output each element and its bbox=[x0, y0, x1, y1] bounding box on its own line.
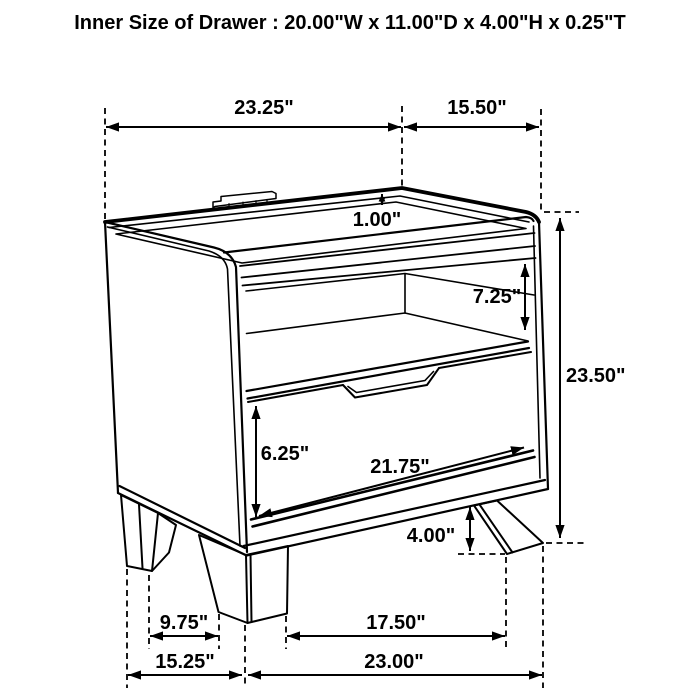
dim-label-top-width: 23.25" bbox=[234, 97, 294, 119]
dim-label-base-depth: 15.25" bbox=[155, 651, 215, 673]
back-left-leg bbox=[121, 495, 176, 571]
right-edge bbox=[534, 222, 549, 489]
nightstand-drawing bbox=[105, 188, 548, 623]
drawer-front bbox=[248, 352, 535, 527]
front-right-leg bbox=[474, 501, 543, 555]
dim-label-drawer-face-width: 21.75" bbox=[370, 456, 430, 478]
dim-opening-height bbox=[473, 264, 525, 330]
dim-label-opening-height: 7.25" bbox=[472, 286, 522, 308]
dim-label-leg-height: 4.00" bbox=[406, 525, 456, 547]
left-side-panel bbox=[105, 222, 247, 556]
dim-label-top-depth: 15.50" bbox=[447, 97, 507, 119]
dim-label-side-leg-spacing: 9.75" bbox=[159, 612, 209, 634]
dim-drawer-face-height bbox=[256, 406, 309, 517]
dim-label-top-lip-height: 1.00" bbox=[352, 209, 402, 231]
dimension-annotations bbox=[105, 97, 626, 688]
dim-label-drawer-face-height: 6.25" bbox=[260, 443, 310, 465]
dim-overall-height bbox=[544, 212, 626, 543]
dim-label-overall-height: 23.50" bbox=[566, 365, 626, 387]
diagram-title: Inner Size of Drawer : 20.00"W x 11.00"D x 4.00"H x 0.25"T bbox=[74, 12, 626, 34]
dim-label-base-width: 23.00" bbox=[364, 651, 424, 673]
dim-front-leg-spacing bbox=[286, 557, 506, 649]
dim-label-front-leg-spacing: 17.50" bbox=[366, 612, 426, 634]
dim-side-leg-spacing bbox=[149, 575, 219, 649]
